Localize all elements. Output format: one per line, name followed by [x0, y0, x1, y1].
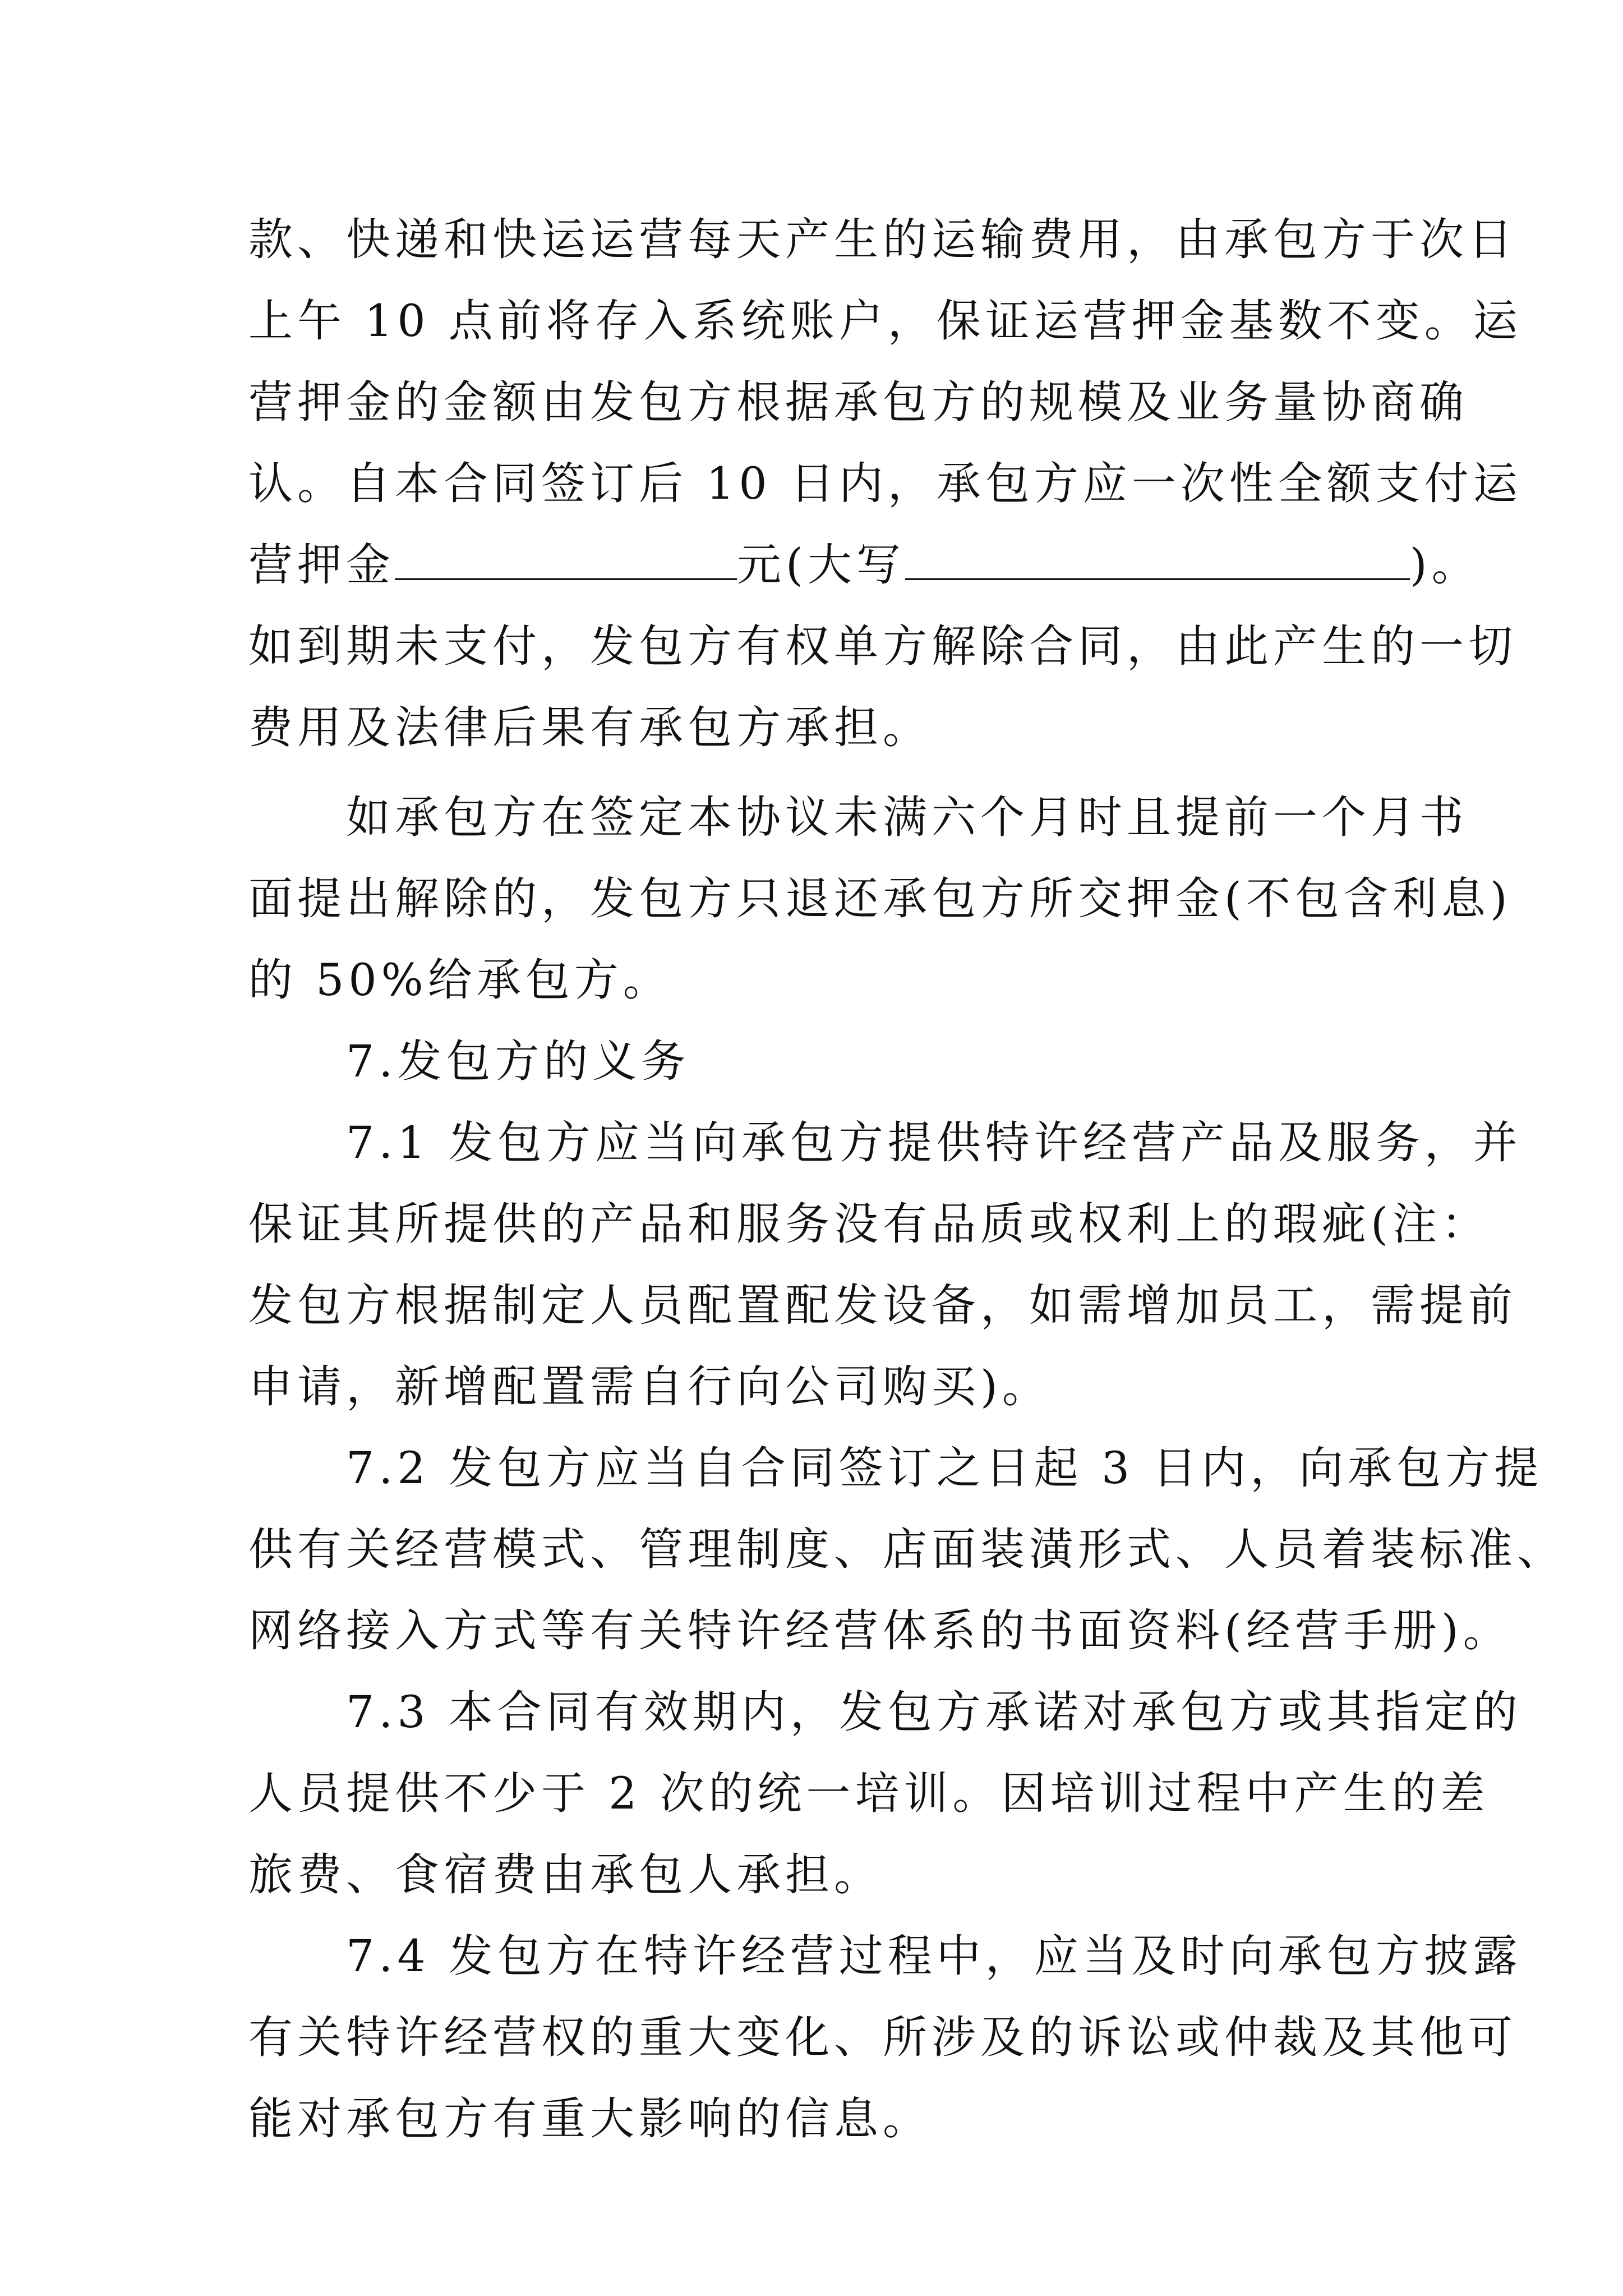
text-line-15: 申请，新增配置需自行向公司购买)。: [248, 1361, 1051, 1412]
text-line-24: 能对承包方有重大影响的信息。: [248, 2093, 932, 2145]
text-line-6: 如到期未支付，发包方有权单方解除合同，由此产生的一切: [248, 620, 1517, 672]
text-line-22: 7.4 发包方在特许经营过程中，应当及时向承包方披露: [248, 1930, 1522, 1982]
text-line-19: 7.3 本合同有效期内，发包方承诺对承包方或其指定的: [248, 1686, 1522, 1738]
deposit-closing: )。: [1409, 539, 1481, 591]
text-line-3: 营押金的金额由发包方根据承包方的规模及业务量协商确: [248, 376, 1468, 428]
text-line-1: 款、快递和快运运营每天产生的运输费用，由承包方于次日: [248, 214, 1517, 265]
text-line-21: 旅费、食宿费由承包人承担。: [248, 1849, 883, 1901]
text-line-12: 7.1 发包方应当向承包方提供特许经营产品及服务，并: [248, 1117, 1522, 1168]
text-line-16: 7.2 发包方应当自合同签订之日起 3 日内，向承包方提: [248, 1442, 1543, 1494]
deposit-amount-blank[interactable]: [395, 539, 737, 580]
text-line-2: 上午 10 点前将存入系统账户，保证运营押金基数不变。运: [248, 295, 1522, 347]
text-line-14: 发包方根据制定人员配置配发设备，如需增加员工，需提前: [248, 1280, 1517, 1331]
deposit-label: 营押金: [248, 539, 395, 591]
text-line-9: 面提出解除的，发包方只退还承包方所交押金(不包含利息): [248, 873, 1512, 924]
text-line-5: [248, 537, 1481, 593]
deposit-capital-label: 元(大写: [737, 539, 905, 591]
text-line-10: 的 50%给承包方。: [248, 954, 672, 1006]
text-line-8: 如承包方在签定本协议未满六个月时且提前一个月书: [248, 792, 1468, 843]
text-line-7: 费用及法律后果有承包方承担。: [248, 702, 932, 753]
text-line-4: 认。自本合同签订后 10 日内，承包方应一次性全额支付运: [248, 458, 1522, 509]
text-line-18: 网络接入方式等有关特许经营体系的书面资料(经营手册)。: [248, 1605, 1512, 1657]
text-line-23: 有关特许经营权的重大变化、所涉及的诉讼或仲裁及其他可: [248, 2012, 1517, 2063]
deposit-capital-blank[interactable]: [905, 539, 1410, 580]
text-line-13: 保证其所提供的产品和服务没有品质或权利上的瑕疵(注：: [248, 1198, 1490, 1250]
section-heading-7: 7.发包方的义务: [248, 1036, 690, 1087]
text-line-17: 供有关经营模式、管理制度、店面装潢形式、人员着装标准、: [248, 1524, 1566, 1575]
text-line-20: 人员提供不少于 2 次的统一培训。因培训过程中产生的差: [248, 1768, 1490, 1819]
